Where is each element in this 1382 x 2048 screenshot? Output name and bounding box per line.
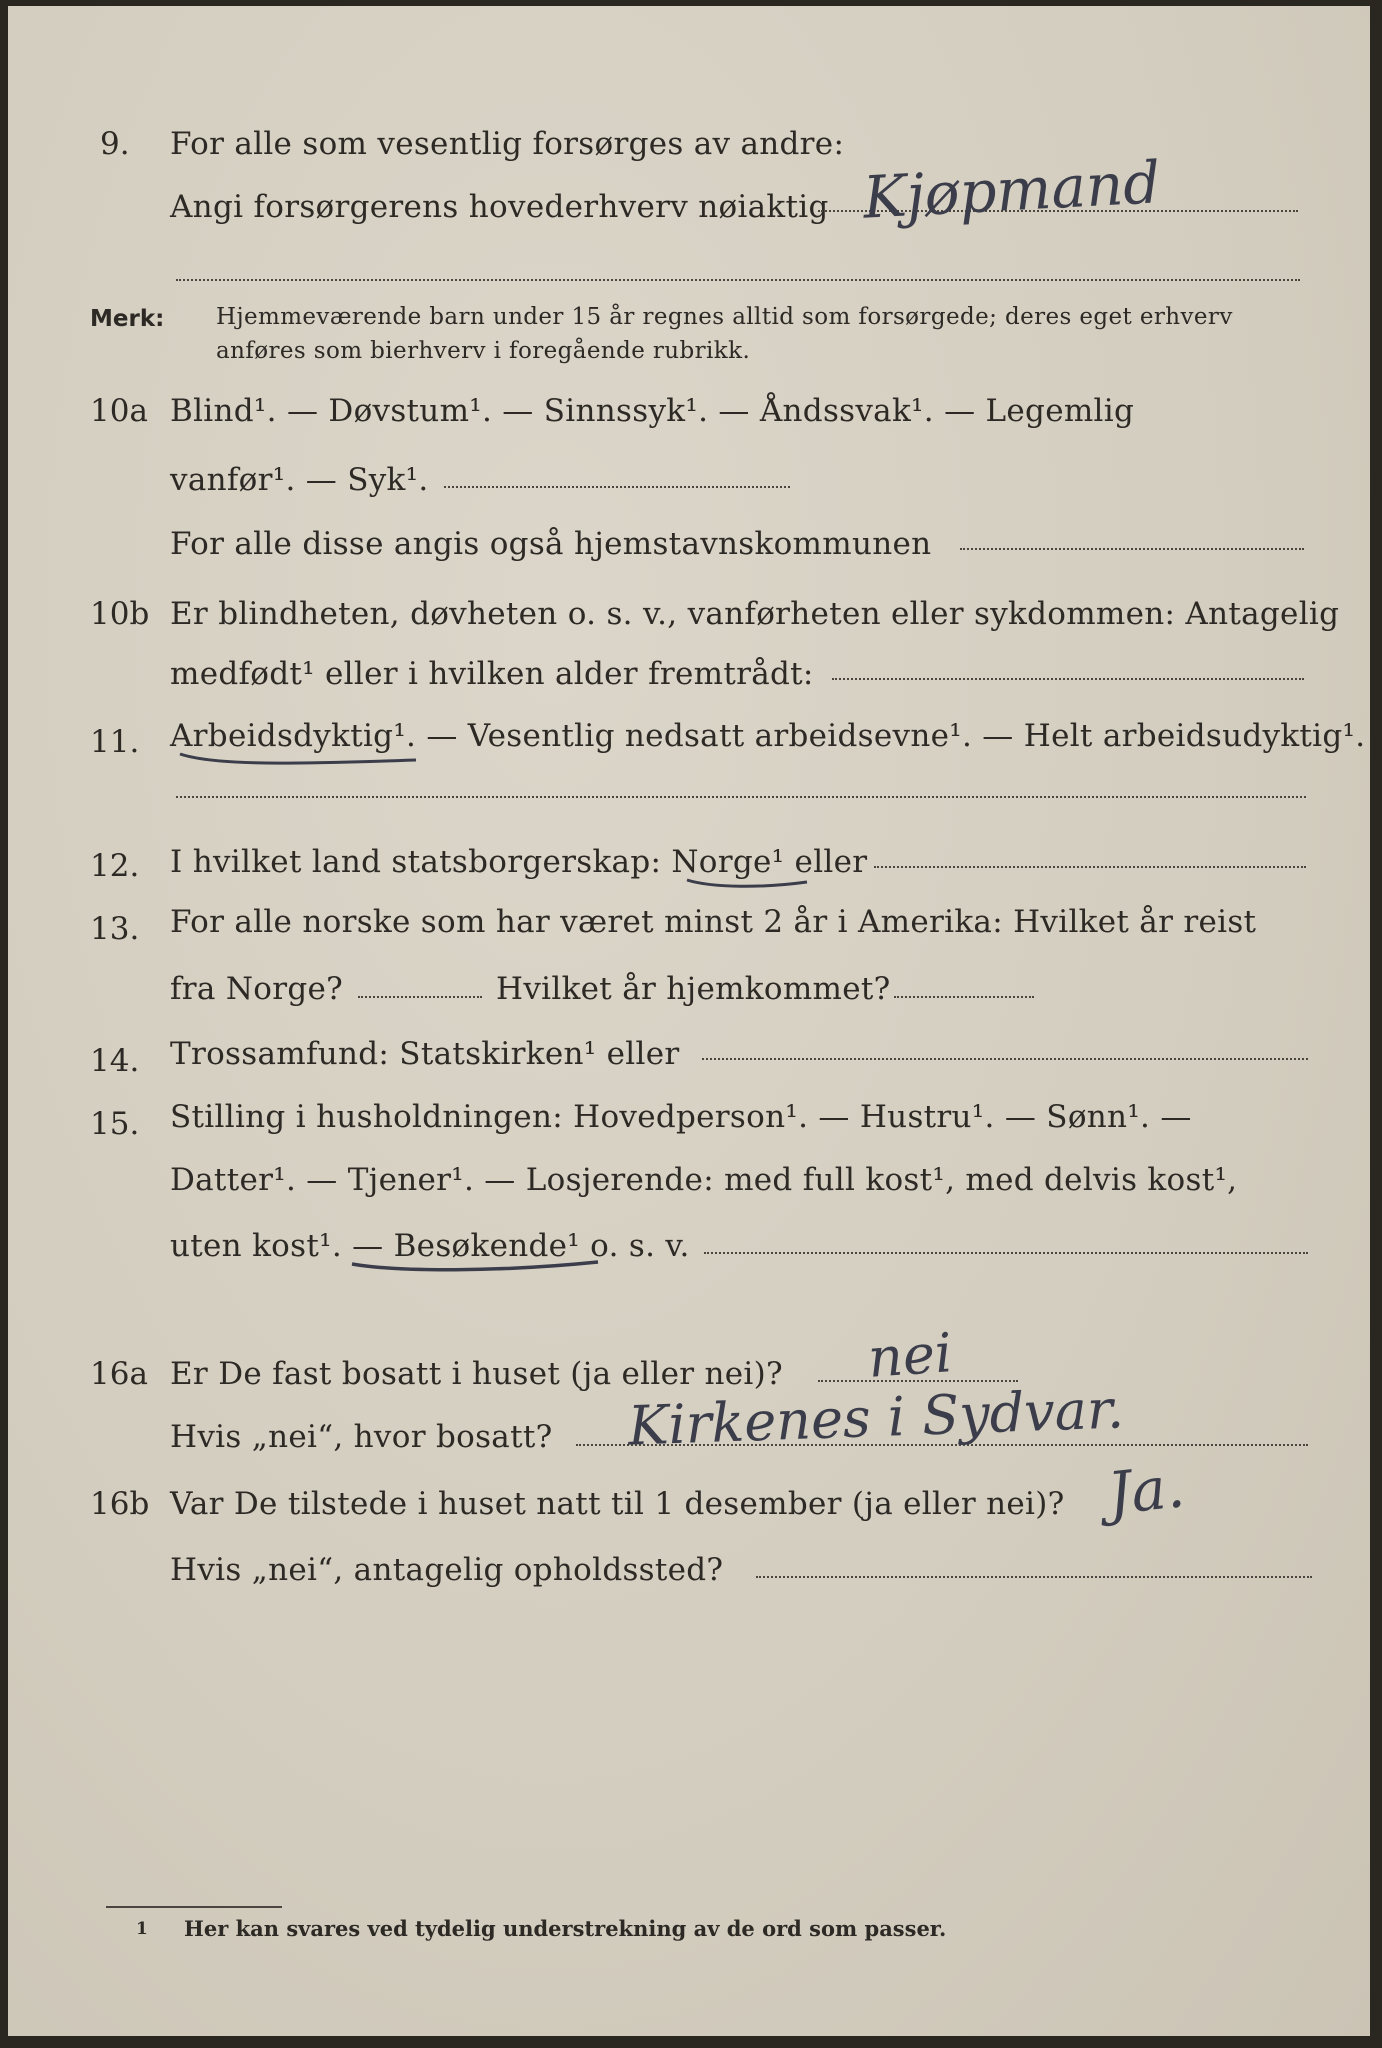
q10a-hometown-line bbox=[960, 548, 1304, 550]
q12-number: 12. bbox=[90, 848, 140, 884]
footnote-rule bbox=[106, 1906, 282, 1908]
q12-text-line1: I hvilket land statsborgerskap: Norge¹ eller bbox=[170, 844, 868, 880]
q9-text-line1: For alle som vesentlig forsørges av andre: bbox=[170, 126, 845, 162]
q15-pencil-underline bbox=[348, 1246, 608, 1276]
q10b-answer-line bbox=[832, 678, 1304, 680]
q16a-text-line2: Hvis „nei“, hvor bosatt? bbox=[170, 1419, 553, 1455]
footnote-text: Her kan svares ved tydelig understrekning av de ord som passer. bbox=[184, 1916, 947, 1941]
q10a-answer-line bbox=[444, 486, 790, 488]
q13-number: 13. bbox=[90, 911, 140, 947]
footnote-mark: 1 bbox=[136, 1919, 148, 1939]
q10b-text-line2: medfødt¹ eller i hvilken alder fremtrådt: bbox=[170, 656, 814, 692]
q10a-text-line3: For alle disse angis også hjemstavnskommunen bbox=[170, 526, 932, 562]
q16b-number: 16b bbox=[90, 1486, 150, 1522]
q10a-number: 10a bbox=[90, 393, 148, 429]
q11-number: 11. bbox=[90, 724, 140, 760]
q13-departure-year-line bbox=[358, 996, 482, 998]
q11-pencil-underline bbox=[176, 738, 426, 768]
q12-pencil-underline bbox=[683, 868, 813, 892]
note-text-line1: Hjemmeværende barn under 15 år regnes alltid som forsørgede; deres eget erhverv bbox=[216, 304, 1233, 330]
q14-number: 14. bbox=[90, 1043, 140, 1079]
q13-text-line2a: fra Norge? bbox=[170, 971, 344, 1007]
q16b-answer2-line bbox=[756, 1576, 1312, 1578]
q13-return-year-line bbox=[894, 996, 1034, 998]
q10a-text-line2: vanfør¹. — Syk¹. bbox=[170, 462, 429, 498]
q16a-handwritten-answer2: Kirkenes i Sydvar. bbox=[627, 1377, 1125, 1458]
note-label: Merk: bbox=[90, 306, 165, 332]
q10b-text-line1: Er blindheten, døvheten o. s. v., vanførheten eller sykdommen: Antagelig bbox=[170, 596, 1340, 632]
q16b-text-line2: Hvis „nei“, antagelig opholdssted? bbox=[170, 1552, 724, 1588]
note-text-line2: anføres som bierhverv i foregående rubrikk. bbox=[216, 338, 751, 364]
q15-text-line2: Datter¹. — Tjener¹. — Losjerende: med full kost¹, med delvis kost¹, bbox=[170, 1162, 1238, 1198]
q14-answer-line bbox=[702, 1058, 1308, 1060]
q13-text-line1: For alle norske som har været minst 2 år i Amerika: Hvilket år reist bbox=[170, 904, 1257, 940]
q15-answer-line bbox=[704, 1252, 1308, 1254]
q15-text-line1: Stilling i husholdningen: Hovedperson¹. — Hustru¹. — Sønn¹. — bbox=[170, 1099, 1192, 1135]
q16a-handwritten-answer1: nei bbox=[865, 1321, 955, 1390]
q14-text-line1: Trossamfund: Statskirken¹ eller bbox=[170, 1036, 680, 1072]
q16b-text-line1: Var De tilstede i huset natt til 1 desember (ja eller nei)? bbox=[170, 1486, 1065, 1522]
q12-answer-line bbox=[874, 866, 1306, 868]
q11-text-line1: Arbeidsdyktig¹. — Vesentlig nedsatt arbeidsevne¹. — Helt arbeidsudyktig¹. bbox=[170, 718, 1366, 754]
q13-text-line2b: Hvilket år hjemkommet? bbox=[496, 971, 891, 1007]
q10a-text-line1: Blind¹. — Døvstum¹. — Sinnssyk¹. — Åndssvak¹. — Legemlig bbox=[170, 393, 1135, 429]
q16b-handwritten-answer1: Ja. bbox=[1104, 1452, 1188, 1528]
q11-extra-line bbox=[176, 796, 1306, 798]
q15-number: 15. bbox=[90, 1106, 140, 1142]
q16a-number: 16a bbox=[90, 1356, 148, 1392]
q10b-number: 10b bbox=[90, 596, 150, 632]
census-form-page bbox=[8, 6, 1370, 2036]
q9-text-line2: Angi forsørgerens hovederhverv nøiaktig bbox=[170, 189, 829, 225]
q15-text-line3: uten kost¹. — Besøkende¹ o. s. v. bbox=[170, 1228, 690, 1264]
q9-extra-line bbox=[176, 279, 1300, 281]
q9-number: 9. bbox=[100, 126, 130, 162]
q9-handwritten-answer: Kjøpmand bbox=[861, 148, 1162, 232]
q16a-text-line1: Er De fast bosatt i huset (ja eller nei)? bbox=[170, 1356, 783, 1392]
